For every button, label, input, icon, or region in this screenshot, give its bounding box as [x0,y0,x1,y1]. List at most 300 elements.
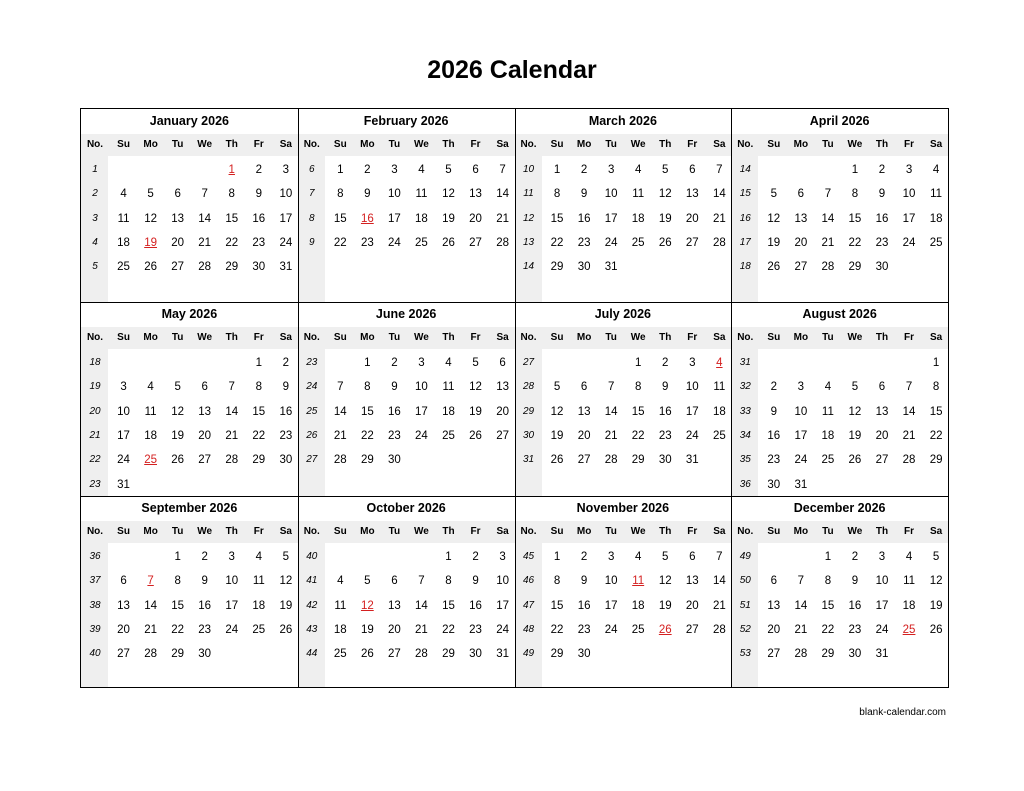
day-cell[interactable]: 8 [445,575,452,588]
day-cell[interactable]: 14 [712,575,726,588]
day-cell[interactable]: 12 [171,405,185,418]
day-cell[interactable]: 14 [604,405,618,418]
day-cell[interactable]: 25 [821,454,835,467]
day-cell[interactable]: 10 [387,188,401,201]
day-cell[interactable]: 11 [632,188,645,201]
holiday-day-cell[interactable]: 25 [902,623,916,636]
day-cell[interactable]: 1 [364,357,371,369]
day-cell[interactable]: 22 [442,623,455,636]
day-cell[interactable]: 8 [553,188,561,201]
day-cell[interactable]: 30 [848,648,862,661]
day-cell[interactable]: 13 [171,212,185,225]
day-cell[interactable]: 5 [770,188,777,201]
day-cell[interactable]: 14 [712,188,726,201]
day-cell[interactable]: 2 [878,164,886,176]
day-cell[interactable]: 24 [117,454,130,467]
day-cell[interactable]: 14 [333,405,347,418]
day-cell[interactable]: 24 [496,623,509,636]
day-cell[interactable]: 9 [851,575,859,588]
day-cell[interactable]: 9 [662,381,669,394]
day-cell[interactable]: 16 [767,429,781,442]
day-cell[interactable]: 8 [255,381,262,394]
day-cell[interactable]: 23 [469,623,482,636]
day-cell[interactable]: 26 [550,454,564,467]
day-cell[interactable]: 2 [201,551,208,563]
day-cell[interactable]: 2 [391,357,398,369]
day-cell[interactable]: 4 [337,575,344,588]
day-cell[interactable]: 12 [469,381,482,394]
day-cell[interactable]: 12 [658,188,672,201]
day-cell[interactable]: 30 [875,261,889,274]
day-cell[interactable]: 28 [821,261,835,274]
day-cell[interactable]: 27 [577,454,591,467]
day-cell[interactable]: 28 [902,454,916,467]
day-cell[interactable]: 24 [604,623,618,636]
day-cell[interactable]: 15 [442,599,455,612]
day-cell[interactable]: 5 [851,381,859,394]
day-cell[interactable]: 17 [794,429,808,442]
day-cell[interactable]: 13 [117,599,130,612]
holiday-day-cell[interactable]: 11 [632,575,645,588]
day-cell[interactable]: 11 [117,212,130,225]
day-cell[interactable]: 1 [553,551,561,563]
day-cell[interactable]: 14 [415,599,428,612]
day-cell[interactable]: 30 [252,261,266,274]
day-cell[interactable]: 22 [252,429,266,442]
day-cell[interactable]: 23 [848,623,862,636]
day-cell[interactable]: 4 [120,188,127,201]
day-cell[interactable]: 10 [117,405,130,418]
day-cell[interactable]: 29 [360,454,374,467]
day-cell[interactable]: 5 [282,551,290,563]
day-cell[interactable]: 17 [387,212,401,225]
day-cell[interactable]: 18 [902,599,916,612]
day-cell[interactable]: 27 [171,261,185,274]
day-cell[interactable]: 12 [848,405,862,418]
day-cell[interactable]: 18 [821,429,835,442]
day-cell[interactable]: 6 [770,575,777,588]
day-cell[interactable]: 29 [848,261,862,274]
day-cell[interactable]: 18 [333,623,347,636]
day-cell[interactable]: 21 [198,236,212,249]
day-cell[interactable]: 19 [658,599,672,612]
day-cell[interactable]: 11 [442,381,455,394]
day-cell[interactable]: 18 [929,212,943,225]
day-cell[interactable]: 17 [902,212,916,225]
day-cell[interactable]: 20 [496,405,509,418]
day-cell[interactable]: 7 [201,188,208,201]
day-cell[interactable]: 4 [905,551,913,563]
day-cell[interactable]: 16 [848,599,862,612]
day-cell[interactable]: 15 [333,212,347,225]
day-cell[interactable]: 20 [875,429,889,442]
day-cell[interactable]: 26 [767,261,781,274]
day-cell[interactable]: 14 [902,405,916,418]
day-cell[interactable]: 7 [228,381,235,394]
day-cell[interactable]: 23 [658,429,672,442]
day-cell[interactable]: 28 [333,454,347,467]
day-cell[interactable]: 15 [225,212,239,225]
day-cell[interactable]: 7 [337,381,344,394]
day-cell[interactable]: 24 [875,623,889,636]
day-cell[interactable]: 26 [929,623,943,636]
day-cell[interactable]: 30 [279,454,293,467]
day-cell[interactable]: 2 [580,164,588,176]
day-cell[interactable]: 27 [469,236,482,249]
holiday-day-cell[interactable]: 16 [360,212,374,225]
day-cell[interactable]: 4 [932,164,940,176]
day-cell[interactable]: 9 [364,188,371,201]
day-cell[interactable]: 16 [198,599,212,612]
day-cell[interactable]: 8 [174,575,181,588]
day-cell[interactable]: 22 [821,623,835,636]
day-cell[interactable]: 11 [903,575,916,588]
day-cell[interactable]: 30 [387,454,401,467]
day-cell[interactable]: 25 [252,623,266,636]
holiday-day-cell[interactable]: 12 [360,599,374,612]
day-cell[interactable]: 23 [387,429,401,442]
day-cell[interactable]: 30 [658,454,672,467]
holiday-day-cell[interactable]: 4 [716,357,723,369]
day-cell[interactable]: 12 [658,575,672,588]
day-cell[interactable]: 27 [198,454,212,467]
day-cell[interactable]: 23 [360,236,374,249]
day-cell[interactable]: 18 [415,212,428,225]
day-cell[interactable]: 28 [415,648,428,661]
day-cell[interactable]: 6 [120,575,127,588]
day-cell[interactable]: 19 [171,429,185,442]
day-cell[interactable]: 24 [685,429,699,442]
day-cell[interactable]: 4 [445,357,452,369]
day-cell[interactable]: 18 [117,236,130,249]
day-cell[interactable]: 16 [469,599,482,612]
day-cell[interactable]: 26 [848,454,862,467]
day-cell[interactable]: 26 [279,623,293,636]
day-cell[interactable]: 22 [225,236,239,249]
day-cell[interactable]: 8 [337,188,344,201]
day-cell[interactable]: 17 [415,405,428,418]
day-cell[interactable]: 31 [496,648,509,661]
day-cell[interactable]: 6 [391,575,398,588]
day-cell[interactable]: 23 [198,623,212,636]
day-cell[interactable]: 9 [878,188,886,201]
day-cell[interactable]: 1 [553,164,561,176]
day-cell[interactable]: 31 [279,261,293,274]
day-cell[interactable]: 19 [360,623,374,636]
day-cell[interactable]: 20 [577,429,591,442]
day-cell[interactable]: 19 [550,429,564,442]
day-cell[interactable]: 7 [797,575,805,588]
day-cell[interactable]: 20 [117,623,130,636]
day-cell[interactable]: 27 [767,648,781,661]
day-cell[interactable]: 17 [685,405,699,418]
day-cell[interactable]: 12 [550,405,564,418]
day-cell[interactable]: 24 [415,429,428,442]
day-cell[interactable]: 20 [469,212,482,225]
day-cell[interactable]: 12 [929,575,943,588]
day-cell[interactable]: 28 [225,454,239,467]
day-cell[interactable]: 4 [418,164,425,176]
day-cell[interactable]: 6 [472,164,479,176]
day-cell[interactable]: 8 [228,188,235,201]
day-cell[interactable]: 22 [929,429,943,442]
day-cell[interactable]: 22 [550,236,564,249]
day-cell[interactable]: 1 [337,164,344,176]
day-cell[interactable]: 15 [631,405,645,418]
day-cell[interactable]: 5 [662,551,669,563]
day-cell[interactable]: 13 [469,188,482,201]
day-cell[interactable]: 13 [198,405,212,418]
day-cell[interactable]: 22 [631,429,645,442]
day-cell[interactable]: 29 [550,648,564,661]
day-cell[interactable]: 20 [387,623,401,636]
day-cell[interactable]: 11 [144,405,157,418]
day-cell[interactable]: 10 [875,575,889,588]
day-cell[interactable]: 10 [902,188,916,201]
holiday-day-cell[interactable]: 19 [144,236,157,249]
day-cell[interactable]: 18 [442,405,455,418]
day-cell[interactable]: 13 [577,405,591,418]
day-cell[interactable]: 20 [794,236,808,249]
day-cell[interactable]: 19 [469,405,482,418]
day-cell[interactable]: 31 [685,454,699,467]
day-cell[interactable]: 30 [198,648,212,661]
day-cell[interactable]: 1 [824,551,832,563]
day-cell[interactable]: 19 [442,212,455,225]
day-cell[interactable]: 26 [658,236,672,249]
day-cell[interactable]: 3 [607,551,615,563]
day-cell[interactable]: 7 [607,381,615,394]
day-cell[interactable]: 11 [821,405,834,418]
day-cell[interactable]: 25 [929,236,943,249]
day-cell[interactable]: 27 [387,648,401,661]
day-cell[interactable]: 29 [929,454,943,467]
day-cell[interactable]: 9 [770,405,777,418]
day-cell[interactable]: 26 [469,429,482,442]
day-cell[interactable]: 1 [932,357,940,369]
day-cell[interactable]: 11 [252,575,265,588]
day-cell[interactable]: 2 [580,551,588,563]
day-cell[interactable]: 29 [225,261,239,274]
day-cell[interactable]: 27 [875,454,889,467]
day-cell[interactable]: 25 [415,236,428,249]
day-cell[interactable]: 15 [171,599,185,612]
day-cell[interactable]: 18 [712,405,726,418]
day-cell[interactable]: 24 [387,236,401,249]
day-cell[interactable]: 13 [685,575,699,588]
day-cell[interactable]: 6 [174,188,181,201]
holiday-day-cell[interactable]: 1 [228,164,235,176]
day-cell[interactable]: 20 [685,212,699,225]
day-cell[interactable]: 11 [930,188,943,201]
day-cell[interactable]: 29 [442,648,455,661]
day-cell[interactable]: 15 [252,405,266,418]
day-cell[interactable]: 27 [685,623,699,636]
day-cell[interactable]: 10 [279,188,293,201]
day-cell[interactable]: 5 [662,164,669,176]
day-cell[interactable]: 21 [712,212,726,225]
day-cell[interactable]: 24 [902,236,916,249]
day-cell[interactable]: 4 [147,381,154,394]
day-cell[interactable]: 21 [333,429,347,442]
day-cell[interactable]: 28 [496,236,509,249]
day-cell[interactable]: 20 [685,599,699,612]
day-cell[interactable]: 6 [689,551,696,563]
day-cell[interactable]: 28 [198,261,212,274]
day-cell[interactable]: 17 [225,599,239,612]
holiday-day-cell[interactable]: 25 [144,454,157,467]
day-cell[interactable]: 27 [685,236,699,249]
day-cell[interactable]: 1 [174,551,181,563]
day-cell[interactable]: 19 [929,599,943,612]
day-cell[interactable]: 28 [712,623,726,636]
day-cell[interactable]: 16 [577,212,591,225]
day-cell[interactable]: 3 [228,551,235,563]
day-cell[interactable]: 22 [848,236,862,249]
day-cell[interactable]: 12 [279,575,293,588]
day-cell[interactable]: 13 [496,381,509,394]
day-cell[interactable]: 31 [117,478,130,491]
day-cell[interactable]: 28 [144,648,157,661]
day-cell[interactable]: 17 [117,429,130,442]
day-cell[interactable]: 3 [499,551,506,563]
day-cell[interactable]: 15 [929,405,943,418]
day-cell[interactable]: 6 [797,188,805,201]
day-cell[interactable]: 31 [604,261,618,274]
day-cell[interactable]: 9 [580,575,588,588]
day-cell[interactable]: 17 [496,599,509,612]
day-cell[interactable]: 14 [496,188,509,201]
day-cell[interactable]: 6 [201,381,208,394]
day-cell[interactable]: 4 [255,551,262,563]
day-cell[interactable]: 5 [553,381,561,394]
day-cell[interactable]: 5 [147,188,154,201]
day-cell[interactable]: 28 [712,236,726,249]
day-cell[interactable]: 6 [499,357,506,369]
day-cell[interactable]: 21 [712,599,726,612]
day-cell[interactable]: 21 [902,429,916,442]
day-cell[interactable]: 9 [472,575,479,588]
day-cell[interactable]: 13 [794,212,808,225]
day-cell[interactable]: 9 [255,188,262,201]
day-cell[interactable]: 12 [767,212,781,225]
day-cell[interactable]: 8 [932,381,940,394]
day-cell[interactable]: 24 [794,454,808,467]
day-cell[interactable]: 29 [252,454,266,467]
day-cell[interactable]: 3 [878,551,886,563]
day-cell[interactable]: 10 [496,575,509,588]
day-cell[interactable]: 28 [794,648,808,661]
day-cell[interactable]: 14 [794,599,808,612]
day-cell[interactable]: 1 [445,551,452,563]
day-cell[interactable]: 21 [794,623,808,636]
day-cell[interactable]: 26 [144,261,157,274]
day-cell[interactable]: 25 [631,236,645,249]
day-cell[interactable]: 3 [797,381,805,394]
day-cell[interactable]: 18 [631,212,645,225]
day-cell[interactable]: 8 [824,575,832,588]
day-cell[interactable]: 15 [821,599,835,612]
day-cell[interactable]: 3 [282,164,290,176]
day-cell[interactable]: 1 [634,357,642,369]
day-cell[interactable]: 25 [631,623,645,636]
day-cell[interactable]: 30 [469,648,482,661]
day-cell[interactable]: 6 [689,164,696,176]
day-cell[interactable]: 8 [634,381,642,394]
day-cell[interactable]: 3 [418,357,425,369]
day-cell[interactable]: 19 [767,236,781,249]
day-cell[interactable]: 23 [279,429,293,442]
day-cell[interactable]: 2 [662,357,669,369]
day-cell[interactable]: 17 [604,599,618,612]
day-cell[interactable]: 8 [851,188,859,201]
day-cell[interactable]: 7 [716,164,723,176]
day-cell[interactable]: 3 [905,164,913,176]
day-cell[interactable]: 2 [770,381,777,394]
day-cell[interactable]: 19 [848,429,862,442]
day-cell[interactable]: 16 [875,212,889,225]
day-cell[interactable]: 29 [631,454,645,467]
day-cell[interactable]: 5 [364,575,371,588]
day-cell[interactable]: 13 [387,599,401,612]
day-cell[interactable]: 10 [685,381,699,394]
day-cell[interactable]: 26 [442,236,455,249]
day-cell[interactable]: 21 [604,429,618,442]
day-cell[interactable]: 29 [171,648,185,661]
day-cell[interactable]: 23 [577,623,591,636]
day-cell[interactable]: 17 [604,212,618,225]
day-cell[interactable]: 9 [391,381,398,394]
day-cell[interactable]: 18 [144,429,157,442]
day-cell[interactable]: 23 [577,236,591,249]
day-cell[interactable]: 13 [875,405,889,418]
day-cell[interactable]: 16 [387,405,401,418]
day-cell[interactable]: 8 [553,575,561,588]
day-cell[interactable]: 4 [824,381,832,394]
day-cell[interactable]: 21 [144,623,157,636]
day-cell[interactable]: 25 [333,648,347,661]
day-cell[interactable]: 11 [713,381,726,394]
day-cell[interactable]: 21 [415,623,428,636]
day-cell[interactable]: 15 [360,405,374,418]
day-cell[interactable]: 24 [604,236,618,249]
day-cell[interactable]: 5 [174,381,181,394]
day-cell[interactable]: 29 [550,261,564,274]
day-cell[interactable]: 10 [415,381,428,394]
day-cell[interactable]: 23 [767,454,781,467]
day-cell[interactable]: 3 [607,164,615,176]
day-cell[interactable]: 14 [198,212,212,225]
day-cell[interactable]: 23 [875,236,889,249]
day-cell[interactable]: 15 [550,599,564,612]
day-cell[interactable]: 21 [225,429,239,442]
day-cell[interactable]: 24 [279,236,293,249]
day-cell[interactable]: 4 [634,551,642,563]
day-cell[interactable]: 7 [905,381,913,394]
day-cell[interactable]: 21 [496,212,509,225]
day-cell[interactable]: 7 [716,551,723,563]
day-cell[interactable]: 9 [580,188,588,201]
day-cell[interactable]: 3 [391,164,398,176]
day-cell[interactable]: 22 [550,623,564,636]
holiday-day-cell[interactable]: 7 [147,575,154,588]
day-cell[interactable]: 17 [875,599,889,612]
day-cell[interactable]: 25 [712,429,726,442]
day-cell[interactable]: 17 [279,212,293,225]
day-cell[interactable]: 15 [550,212,564,225]
day-cell[interactable]: 8 [364,381,371,394]
day-cell[interactable]: 13 [685,188,699,201]
